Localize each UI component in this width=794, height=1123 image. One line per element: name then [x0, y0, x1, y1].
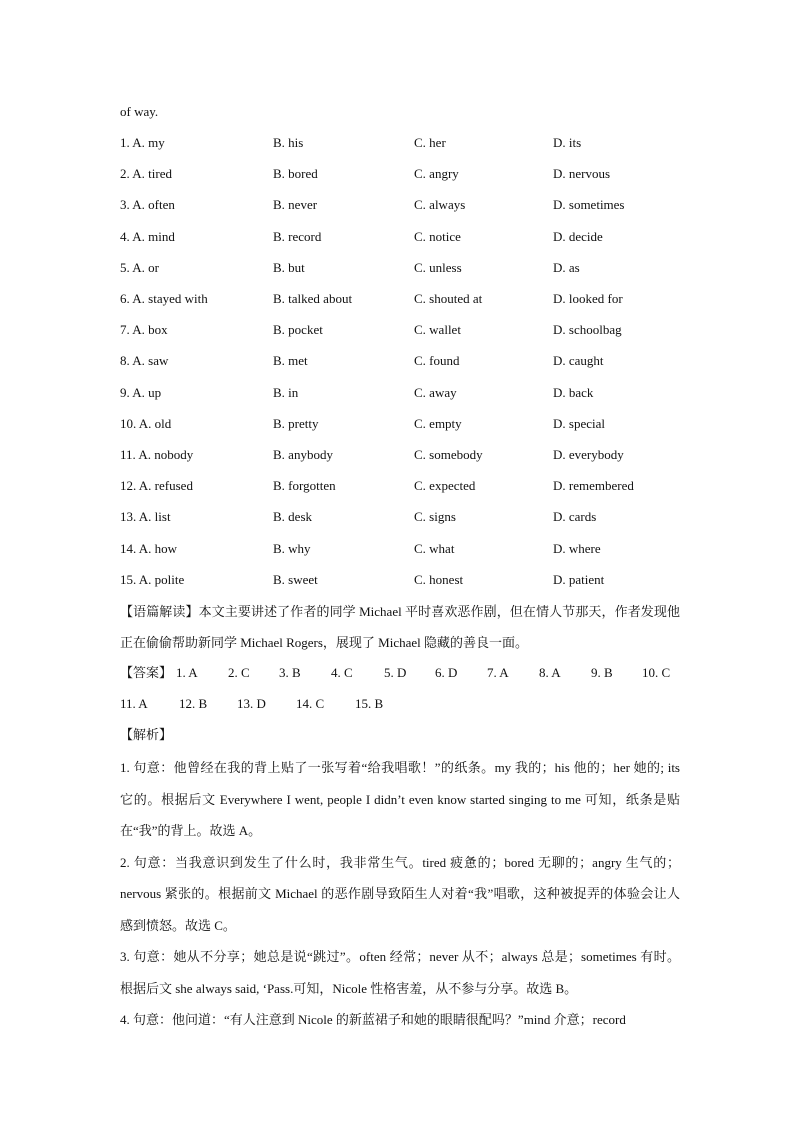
- question-number: 2.: [120, 166, 130, 182]
- option-row: [0, 259, 794, 277]
- answer-item: 13. D: [237, 696, 266, 711]
- question-number: 13.: [120, 509, 137, 525]
- option-row: [0, 540, 794, 558]
- option-c: C. shouted at: [414, 291, 483, 306]
- analysis-item-4: 4. 句意：他问道：“有人注意到 Nicole 的新蓝裙子和她的眼睛很配吗？”mind 介意；record: [120, 1012, 626, 1027]
- answer-item: 5. D: [384, 665, 407, 680]
- summary-heading: 【语篇解读】: [120, 604, 199, 619]
- answer-item: 14. C: [296, 696, 325, 711]
- option-row: [0, 415, 794, 433]
- answer-item: 4. C: [331, 665, 353, 680]
- option-c: C. wallet: [414, 322, 461, 338]
- answer-item: 3. B: [279, 665, 301, 680]
- answer-item: 2. C: [228, 665, 250, 680]
- option-d: D. where: [553, 540, 601, 556]
- question-number: 5.: [120, 259, 130, 275]
- question-number: 14.: [120, 540, 137, 556]
- analysis-item-3: 3. 句意：她从不分享；她总是说“跳过”。often 经常；never 从不；always 总是；sometimes 有时。根据后文 she always said, ‘Pass.可知，Nicole 性格害羞，从不参与分享。故选 B。: [120, 949, 680, 996]
- option-c: C. expected: [414, 478, 476, 494]
- option-b: B. but: [273, 259, 305, 275]
- question-number: 7.: [120, 322, 130, 338]
- option-d: D. looked for: [553, 291, 623, 306]
- option-c: C. unless: [414, 259, 462, 275]
- option-row: [0, 321, 794, 339]
- option-c: C. found: [414, 353, 460, 369]
- summary-text: 本文主要讲述了作者的同学 Michael 平时喜欢恶作剧，但在情人节那天，作者发现他正在偷偷帮助新同学 Michael Rogers，展现了 Michael 隐藏的善良一面。: [120, 604, 680, 650]
- answer-item: 7. A: [487, 665, 509, 680]
- option-a-text: A. how: [138, 540, 178, 556]
- option-c: C. angry: [414, 166, 459, 182]
- option-c: C. signs: [414, 509, 456, 525]
- option-b: B. never: [273, 197, 318, 213]
- option-d: D. its: [553, 135, 582, 150]
- option-a-text: A. polite: [138, 571, 185, 587]
- question-number: 15.: [120, 571, 137, 587]
- option-b: B. forgotten: [273, 478, 336, 494]
- option-a: [120, 290, 208, 308]
- option-c: C. somebody: [414, 447, 483, 462]
- option-a-text: A. saw: [132, 353, 169, 369]
- option-a: [120, 446, 193, 464]
- question-number: 9.: [120, 384, 130, 400]
- answer-item: 11. A: [120, 696, 148, 711]
- option-a: [120, 415, 171, 433]
- option-d: D. sometimes: [553, 197, 625, 213]
- option-d: D. remembered: [553, 478, 634, 494]
- option-b: B. record: [273, 228, 322, 244]
- answer-item: 10. C: [642, 665, 671, 680]
- question-number: 10.: [120, 415, 137, 431]
- question-number: 8.: [120, 353, 130, 369]
- option-b: B. why: [273, 540, 311, 556]
- option-a-text: A. up: [132, 384, 162, 400]
- option-a: [120, 571, 184, 589]
- option-b: B. met: [273, 353, 308, 369]
- option-d: D. decide: [553, 228, 603, 244]
- option-a-text: A. my: [132, 135, 165, 150]
- option-c: C. notice: [414, 228, 461, 244]
- option-a-text: A. refused: [138, 478, 193, 494]
- option-a: [120, 196, 175, 214]
- option-row: [0, 384, 794, 402]
- option-row: [0, 196, 794, 214]
- option-c: C. empty: [414, 415, 462, 431]
- option-b: B. pocket: [273, 322, 323, 338]
- option-d: D. special: [553, 415, 605, 431]
- option-b: B. anybody: [273, 447, 333, 462]
- option-row: [0, 571, 794, 589]
- option-row: [0, 290, 794, 308]
- question-number: 4.: [120, 228, 130, 244]
- option-d: D. back: [553, 384, 594, 400]
- option-c: C. her: [414, 135, 446, 150]
- option-b: B. talked about: [273, 291, 353, 306]
- option-d: D. as: [553, 259, 580, 275]
- analysis-body: [120, 752, 680, 1036]
- option-d: D. patient: [553, 571, 605, 587]
- option-a-text: A. mind: [132, 228, 175, 244]
- question-number: 11.: [120, 447, 136, 462]
- option-a: [120, 352, 168, 370]
- question-number: 12.: [120, 478, 137, 494]
- question-number: 1.: [120, 135, 130, 150]
- option-d: D. nervous: [553, 166, 611, 182]
- option-a-text: A. list: [138, 509, 171, 525]
- option-b: B. pretty: [273, 415, 319, 431]
- option-a-text: A. old: [138, 415, 172, 431]
- option-c: C. what: [414, 540, 455, 556]
- option-d: D. everybody: [553, 447, 624, 462]
- option-a: [120, 540, 177, 558]
- answer-item: 15. B: [355, 696, 384, 711]
- answer-item: 6. D: [435, 665, 458, 680]
- option-row: [0, 508, 794, 526]
- option-d: D. schoolbag: [553, 322, 622, 338]
- option-b: B. sweet: [273, 571, 318, 587]
- option-a: [120, 508, 171, 526]
- question-number: 3.: [120, 197, 130, 213]
- option-a-text: A. nobody: [138, 447, 194, 462]
- option-d: D. caught: [553, 353, 604, 369]
- option-c: C. always: [414, 197, 466, 213]
- option-row: [0, 134, 794, 152]
- option-row: [0, 352, 794, 370]
- option-a-text: A. or: [132, 259, 160, 275]
- option-a: [120, 477, 193, 495]
- option-a-text: A. tired: [132, 166, 173, 182]
- option-a: [120, 321, 168, 339]
- option-a: [120, 228, 175, 246]
- answer-item: 8. A: [539, 665, 561, 680]
- option-row: [0, 228, 794, 246]
- intro-tail-text: of way.: [120, 104, 159, 119]
- option-c: C. honest: [414, 571, 464, 587]
- option-a-text: A. stayed with: [132, 291, 208, 306]
- analysis-item-1: 1. 句意：他曾经在我的背上贴了一张写着“给我唱歌！”的纸条。my 我的；his 他的；her 她的; its 它的。根据后文 Everywhere I went, people I didn’t even know started singing to me 可知，纸条是贴在“我”的背上。故选 A。: [120, 760, 680, 838]
- answer-item: 1. A: [176, 665, 198, 680]
- option-a-text: A. often: [132, 197, 175, 213]
- answers-heading: 【答案】: [120, 665, 173, 680]
- question-number: 6.: [120, 291, 130, 306]
- option-d: D. cards: [553, 509, 597, 525]
- option-a: [120, 165, 172, 183]
- answer-item: 9. B: [591, 665, 613, 680]
- option-a: [120, 384, 161, 402]
- analysis-item-2: 2. 句意：当我意识到发生了什么时，我非常生气。tired 疲惫的；bored 无聊的；angry 生气的；nervous 紧张的。根据前文 Michael 的恶作剧导致陌生人对着“我”唱歌，这种被捉弄的体验会让人感到愤怒。故选 C。: [120, 854, 680, 933]
- option-b: B. his: [273, 135, 304, 150]
- option-a-text: A. box: [132, 322, 168, 338]
- option-a: [120, 134, 165, 152]
- option-row: [0, 477, 794, 495]
- option-b: B. in: [273, 384, 299, 400]
- summary-section: [120, 596, 680, 658]
- option-a: [120, 259, 159, 277]
- analysis-heading: 【解析】: [120, 727, 173, 742]
- summary-paragraph: [120, 596, 680, 658]
- option-row: [0, 165, 794, 183]
- answer-item: 12. B: [179, 696, 208, 711]
- option-c: C. away: [414, 384, 457, 400]
- option-b: B. bored: [273, 166, 318, 182]
- option-b: B. desk: [273, 509, 312, 525]
- option-row: [0, 446, 794, 464]
